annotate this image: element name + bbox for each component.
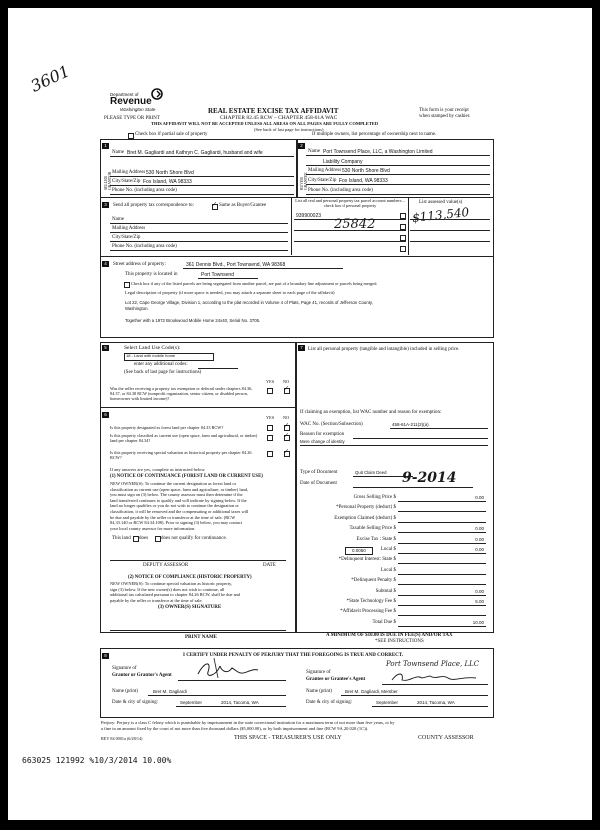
legal-desc-3[interactable]: Together with a 1972 Brookwood Mobile Home 24x40, Serial No. 3705. xyxy=(125,318,261,323)
forest-question: Is this property designated as forest land per chapter 84.33 RCW? xyxy=(110,425,224,430)
section-number-2: 2 xyxy=(298,143,305,149)
notice-line: 84.33.140 or RCW 84.34.108). Prior to signing (3) below, you may contact xyxy=(110,520,242,526)
tax-row-rule xyxy=(398,595,486,596)
minimum-due-note: A MINIMUM OF $10.00 IS DUE IN FEE(S) AND/OR TAX xyxy=(326,633,453,638)
notice-line: classification, it will be removed and the compensating or additional taxes will xyxy=(110,509,249,514)
grantor-city[interactable]: 2014, Tacoma, WA xyxy=(221,700,259,705)
wac-label: WAC No. (Section/Subsection) xyxy=(300,422,363,427)
form-title: REAL ESTATE EXCISE TAX AFFIDAVIT xyxy=(208,107,339,115)
rule xyxy=(110,176,294,177)
receipt-note-1: This form is your receipt xyxy=(419,108,469,113)
no-header-1: NO xyxy=(283,379,290,384)
multiple-owners-note: If multiple owners, list percentage of ownership next to name. xyxy=(312,132,437,137)
rule xyxy=(110,232,288,233)
rule xyxy=(306,174,490,175)
street-address[interactable]: 361 Dennis Blvd., Port Townsend, WA 98368 xyxy=(186,262,286,268)
corr-city-label: City/State/Zip xyxy=(112,235,141,240)
rule xyxy=(341,695,488,696)
location-label: This property is located in xyxy=(125,272,178,277)
tax-row-rule xyxy=(398,615,486,616)
notice-line: land no longer qualifies or you do not wish to continue the designation or xyxy=(110,503,239,509)
perjury-line-2: a fine in an amount fixed by the court of not more than five thousand dollars ($5,000.00), or by both imprisonment and fine (RCW 9A.20.020 (1C)). xyxy=(101,726,369,731)
this-land-label: This land xyxy=(112,536,131,541)
grantor-signature[interactable] xyxy=(194,658,264,680)
rule xyxy=(410,241,490,242)
tax-row-label: *Affidavit Processing Fee $ xyxy=(340,609,396,615)
recording-stamp: 663025 121992 %10/3/2014 10.00% xyxy=(22,756,172,765)
notice-line: NEW OWNER(S): To continue special valuation as historic property, xyxy=(110,581,233,586)
tax-row-rule xyxy=(398,605,486,606)
grantee-agent-label: Grantee or Grantee's Agent xyxy=(306,677,366,682)
notice-line: your local county assessor for more information. xyxy=(110,525,196,531)
hist-yes-checkbox[interactable] xyxy=(267,451,273,457)
tax-row-rule xyxy=(398,522,486,523)
county-assessor: COUNTY ASSESSOR xyxy=(418,735,474,741)
tax-row-label: *State Technology Fee $ xyxy=(346,599,396,604)
tax-row-label: Local $ xyxy=(380,567,396,573)
buyer-city-label: City/State/Zip xyxy=(308,178,337,183)
notice-1-title: (1) NOTICE OF CONTINUANCE (FOREST LAND OR CURRENT USE) xyxy=(110,474,263,479)
rule xyxy=(198,368,238,369)
grantee-date[interactable]: September xyxy=(376,700,399,705)
rule xyxy=(110,250,288,251)
tax-row-label: Taxable Selling Price $ xyxy=(349,526,396,532)
rule xyxy=(294,230,406,231)
segregated-label: Check box if any of the listed parcels are being segregated from another parcel, are part of a boundary line adjustment or parcels being merged. xyxy=(131,281,378,286)
tax-row-label: *Delinquent Penalty $ xyxy=(351,578,396,584)
tax-row-value[interactable]: 0.00 xyxy=(475,495,484,500)
section-number-3: 3 xyxy=(102,202,109,208)
tax-row-value[interactable]: 10.00 xyxy=(472,619,484,625)
rule xyxy=(306,155,490,156)
corr-mailing-label: Mailing Address xyxy=(112,226,146,231)
tax-row-label: Gross Selling Price $ xyxy=(353,495,396,500)
assessed-header: List assessed value(s) xyxy=(419,200,463,205)
land-use-see-back: (See back of last page for instructions) xyxy=(124,370,202,375)
tax-row-rule xyxy=(398,553,486,554)
notice-line: additional tax calculated pursuant to chapter 84.26 RCW, shall be due and xyxy=(110,592,240,598)
seller-city-label: City/State/Zip xyxy=(112,179,141,184)
treasurer-use: THIS SPACE - TREASURER'S USE ONLY xyxy=(234,735,342,741)
revenue-logo-text: Revenue xyxy=(110,96,152,107)
tax-row-rule xyxy=(398,584,486,585)
grantee-sig-label: Signature of xyxy=(306,670,331,675)
rule xyxy=(390,428,488,429)
grantee-signature[interactable] xyxy=(390,670,480,684)
tax-row-value[interactable]: 0.00 xyxy=(475,588,484,594)
legal-desc-1[interactable]: Lot 22, Cape George Village, Division 1, according to the plat recorded in Volume 4 of Plats, Page 41, records of Jefferson County, xyxy=(125,300,373,305)
personal-property-label: List all personal property (tangible and intangible) included in selling price. xyxy=(308,347,460,352)
section-number-5: 5 xyxy=(102,345,109,351)
tax-row-value[interactable]: 0.00 xyxy=(475,536,484,542)
reason-label: Reason for exemption xyxy=(300,432,345,437)
grantor-agent-label: Grantor or Grantor's Agent xyxy=(112,673,172,678)
section-number-6: 6 xyxy=(102,412,109,418)
rule xyxy=(110,185,294,186)
rule xyxy=(410,219,490,220)
open-space-question: Is this property classified as current use (open space, farm and agricultural, or timber) land per chapter 84.34? xyxy=(110,433,258,443)
tax-row-label: Excise Tax : State $ xyxy=(356,536,396,542)
handwritten-assessed-value: $113,540 xyxy=(411,205,470,225)
doc-date-handwritten[interactable]: 9-2014 xyxy=(402,470,457,486)
affidavit-page xyxy=(8,8,592,820)
forest-no-check-mark: ✓ xyxy=(284,423,290,429)
buyer-name-label: Name xyxy=(308,149,320,154)
grantor-date-label: Date & city of signing: xyxy=(112,700,159,705)
land-use-label: Select Land Use Code(s): xyxy=(124,345,181,351)
notice-line: payable by the seller or transferor at the time of sale. xyxy=(110,597,203,603)
q1-no-check-mark: ✓ xyxy=(284,386,290,392)
tax-row-rule xyxy=(398,511,486,512)
segregated-checkbox[interactable] xyxy=(124,282,130,288)
tax-row-value[interactable]: 5.00 xyxy=(475,599,484,604)
grantor-date[interactable]: September xyxy=(180,700,203,705)
open-no-check-mark: ✓ xyxy=(284,433,290,439)
rule xyxy=(306,184,490,185)
rule xyxy=(176,706,286,707)
same-as-check-mark: ✓ xyxy=(212,202,218,208)
rule xyxy=(382,684,488,685)
rule xyxy=(110,241,288,242)
grantor-sig-label: Signature of xyxy=(112,666,137,671)
receipt-note-2: when stamped by cashier. xyxy=(419,114,471,119)
forest-yes-checkbox[interactable] xyxy=(267,425,273,431)
buyer-name-2[interactable]: Liability Company xyxy=(323,159,363,165)
section-number-4: 4 xyxy=(102,261,109,267)
exemption-question: Was the seller receiving a property tax exemption or deferral under chapters 84.36, 84.37, or 84.38 RCW (nonprofit organization, senior citizen, or disabled person, homeowner with limited income)? xyxy=(110,386,253,401)
corr-name-label: Name xyxy=(112,217,124,222)
buyer-name[interactable]: Port Townsend Place, LLC, a Washington Limited xyxy=(323,149,433,155)
yes-header-2: YES xyxy=(266,415,275,420)
no-header-2: NO xyxy=(283,415,290,420)
exemption-intro: If claiming an exemption, list WAC number and reason for exemption: xyxy=(300,410,442,415)
tax-row-label: Total Due $ xyxy=(372,619,396,625)
grantee-name-label: Name (print) xyxy=(306,689,332,694)
does-not-label: does not qualify for continuance. xyxy=(161,536,227,541)
seller-name-label: Name xyxy=(112,150,124,155)
owners-signature-label: (3) OWNER(S) SIGNATURE xyxy=(158,605,222,610)
seller-side-label: SELLER GRANTOR xyxy=(104,171,112,190)
notice-line: sign (3) below. If the new owner(s) does not wish to continue, all xyxy=(110,586,225,592)
q1-yes-checkbox[interactable] xyxy=(267,388,273,394)
corr-phone-label: Phone No. (including area code) xyxy=(112,244,177,249)
rule xyxy=(294,241,406,242)
rule xyxy=(110,156,294,157)
notice-line: classification as current use (open space, farm and agriculture, or timber) land, xyxy=(110,486,249,492)
deputy-date-label: DATE xyxy=(263,563,276,568)
grantee-name[interactable]: Bret M. Gagliardi, Member xyxy=(345,689,398,694)
section-number-8: 8 xyxy=(102,653,109,659)
see-back: (See back of last page for instructions) xyxy=(254,127,324,132)
local-tax-rate[interactable]: 0.0050 xyxy=(345,547,373,555)
tax-row-rule xyxy=(398,626,486,627)
parcel-number-1[interactable]: 939900023 xyxy=(296,213,322,219)
tax-row-rule xyxy=(398,543,486,544)
rule xyxy=(291,197,292,255)
does-label: does xyxy=(139,536,149,541)
tax-row-label: *Personal Property (deduct) $ xyxy=(336,505,396,511)
see-instructions: *SEE INSTRUCTIONS xyxy=(375,639,424,644)
wac-value[interactable]: 458-61A-211(2)(a) xyxy=(392,422,429,427)
tax-row-label: Local $ xyxy=(380,547,396,552)
parcel-header: List all real and personal property tax parcel account numbers – check box if personal property xyxy=(295,198,405,208)
notice-line: you must sign on (3) below. The county assessor must then determine if the xyxy=(110,492,243,498)
state-label: Washington State xyxy=(120,107,156,112)
reason-value[interactable]: Mere change of identity xyxy=(300,439,345,444)
print-name-label: PRINT NAME xyxy=(185,635,217,640)
rule xyxy=(183,268,343,269)
rule xyxy=(353,438,488,439)
rule xyxy=(148,695,286,696)
rule xyxy=(300,445,488,446)
street-label: Street address of property: xyxy=(113,262,166,267)
rule xyxy=(178,680,286,681)
tax-row-rule xyxy=(398,563,486,564)
rule xyxy=(110,223,288,224)
notice-line: land transferred continues to qualify and will indicate by signing below. If the xyxy=(110,497,247,503)
historic-question: Is this property receiving special valuation as historical property per chapter 84.26 RCW? xyxy=(110,450,252,460)
rule xyxy=(198,278,258,279)
parcel-4-personal-checkbox[interactable] xyxy=(400,246,406,252)
rule xyxy=(110,194,294,195)
dept-label: Department of xyxy=(110,92,139,97)
section-number-7: 7 xyxy=(298,345,305,351)
buyer-mailing[interactable]: 530 North Shore Blvd xyxy=(342,168,390,174)
legal-desc-2[interactable]: Washington. xyxy=(125,306,149,311)
seller-city[interactable]: Fox Island, WA 98333 xyxy=(143,179,192,185)
rule xyxy=(353,487,473,488)
same-as-buyer-label: Same as Buyer/Grantee xyxy=(219,203,267,208)
notice-line: NEW OWNER(S): To continue the current designation as forest land or xyxy=(110,481,237,486)
yes-header-1: YES xyxy=(266,379,275,384)
grantee-city[interactable]: 2014, Tacoma, WA xyxy=(417,700,455,705)
land-use-value: 18 - Land with mobile home xyxy=(126,353,176,358)
if-yes-note: If any answers are yes, complete as instructed below. xyxy=(110,467,206,472)
doc-type-value[interactable]: Quit Claim Deed xyxy=(355,470,387,475)
hist-no-check-mark: ✓ xyxy=(284,449,290,455)
tax-row-rule xyxy=(398,501,486,502)
grantor-name-label: Name (print) xyxy=(112,689,138,694)
tax-row-rule xyxy=(398,574,486,575)
rule xyxy=(110,560,286,561)
tax-row-value[interactable]: 0.00 xyxy=(475,526,484,532)
tax-row-label: *Delinquent Interest: State $ xyxy=(338,557,396,563)
buyer-side-label: BUYER GRANTEE xyxy=(300,172,308,190)
rule xyxy=(408,197,409,255)
grantor-name[interactable]: Bret M. Gagliardi xyxy=(153,689,187,694)
notice-line: be due and payable by the seller or transferor at the time of sale. (RCW xyxy=(110,514,236,520)
send-to-label: Send all property tax correspondence to: xyxy=(113,203,194,208)
deputy-assessor-label: DEPUTY ASSESSOR xyxy=(143,563,189,568)
grantee-handwritten[interactable]: Port Townsend Place, LLC xyxy=(386,660,480,668)
seller-phone-label: Phone No. (including area code) xyxy=(112,188,177,193)
type-or-print: PLEASE TYPE OR PRINT xyxy=(104,116,160,121)
handwritten-number: 3601 xyxy=(27,61,73,96)
tax-row-rule xyxy=(398,532,486,533)
seller-name[interactable]: Bret M. Gagliardi and Kathryn C. Gagliardi, husband and wife xyxy=(127,150,263,156)
rule xyxy=(110,630,286,631)
revenue-logo-icon xyxy=(151,88,163,100)
partial-sale-label: Check box if partial sale of property xyxy=(135,132,208,137)
form-warning: THIS AFFIDAVIT WILL NOT BE ACCEPTED UNLESS ALL AREAS ON ALL PAGES ARE FULLY COMPLETED xyxy=(151,121,379,126)
form-chapter: CHAPTER 82.45 RCW – CHAPTER 458-61A WAC xyxy=(220,115,338,121)
tax-row-label: Subtotal $ xyxy=(375,588,396,594)
section-number-1: 1 xyxy=(102,143,109,149)
rule xyxy=(410,230,490,231)
doc-type-label: Type of Document xyxy=(300,470,338,475)
handwritten-parcel: 25842 xyxy=(334,217,376,232)
buyer-mailing-label: Mailing Address xyxy=(308,168,342,173)
revision-code: REV 84 0001a (6/28/14) xyxy=(101,736,143,741)
grantee-date-label: Date & city of signing: xyxy=(306,700,353,705)
doc-date-label: Date of Document xyxy=(300,481,337,486)
certify-statement: I CERTIFY UNDER PENALTY OF PERJURY THAT THE FOREGOING IS TRUE AND CORRECT. xyxy=(183,653,404,658)
tax-row-label: Exemption Claimed (deduct) $ xyxy=(334,515,396,521)
location-value[interactable]: Port Townsend xyxy=(201,272,234,278)
perjury-line-1: Perjury: Perjury is a class C felony which is punishable by imprisonment in the state correctional institution for a maximum term of not more than five years, or by xyxy=(101,720,395,725)
buyer-phone-label: Phone No. (including area code) xyxy=(308,188,373,193)
legal-desc-label: Legal description of property (if more space is needed, you may attach a separate sheet to each page of the affidavit) xyxy=(125,290,335,295)
seller-mailing[interactable]: 530 North Shore Blvd xyxy=(146,170,194,176)
rule xyxy=(306,165,490,166)
rule xyxy=(372,706,488,707)
buyer-city[interactable]: Fox Island, WA 98333 xyxy=(339,178,388,184)
open-yes-checkbox[interactable] xyxy=(267,435,273,441)
rule xyxy=(306,194,490,195)
additional-codes-label: enter any additional codes: xyxy=(134,362,188,367)
tax-row-value[interactable]: 0.00 xyxy=(475,547,484,552)
notice-2-title: (2) NOTICE OF COMPLIANCE (HISTORIC PROPERTY) xyxy=(128,575,252,580)
seller-mailing-label: Mailing Address xyxy=(112,170,146,175)
